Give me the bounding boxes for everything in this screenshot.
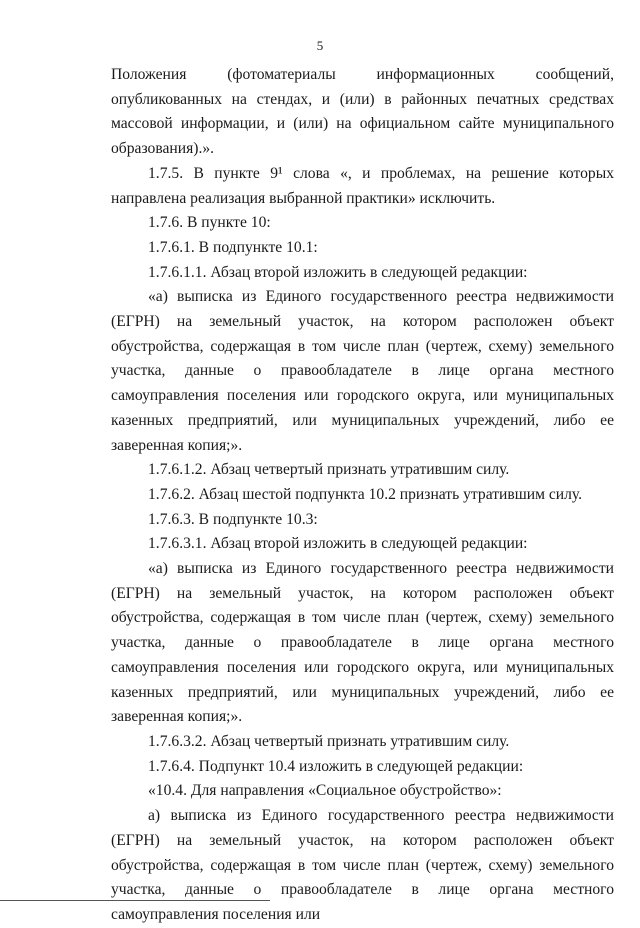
paragraph: 1.7.6.3.2. Абзац четвертый признать утратившим силу.	[148, 732, 510, 750]
paragraph: 1.7.6.1.2. Абзац четвертый признать утратившим силу.	[148, 461, 510, 479]
paragraph: 1.7.6.3. В подпункте 10.3:	[148, 510, 318, 528]
paragraph: 1.7.5. В пункте 9¹ слова «, и проблемах, на решение которых направлена реализация выбранной практики» исключить.	[111, 164, 614, 207]
paragraph: Положения (фотоматериалы информационных сообщений, опубликованных на стендах, и (или) в районных печатных средствах массовой информации, и (или) на официальном сайте муниципального образования).».	[111, 66, 614, 158]
paragraph: 1.7.6. В пункте 10:	[148, 214, 271, 232]
paragraph: «а) выписка из Единого государственного реестра недвижимости (ЕГРН) на земельный участок, на котором расположен объект обустройства, содержащая в том числе план (чертеж, схему) земельного участка, данные о правообладателе в лице органа местного самоуправления поселения или городского округа, или муниципальных казенных предприятий, или муниципальных учреждений, либо ее заверенная копия;».	[111, 288, 614, 454]
paragraph: 1.7.6.1.1. Абзац второй изложить в следующей редакции:	[148, 263, 528, 281]
paragraph: «а) выписка из Единого государственного реестра недвижимости (ЕГРН) на земельный участок, на котором расположен объект обустройства, содержащая в том числе план (чертеж, схему) земельного участка, данные о правообладателе в лице органа местного самоуправления поселения или городского округа, или муниципальных казенных предприятий, или муниципальных учреждений, либо ее заверенная копия;».	[111, 560, 614, 726]
bottom-rule	[0, 900, 270, 901]
paragraph: 1.7.6.3.1. Абзац второй изложить в следующей редакции:	[148, 535, 528, 553]
paragraph: а) выписка из Единого государственного реестра недвижимости (ЕГРН) на земельный участок, на котором расположен объект обустройства, содержащая в том числе план (чертеж, схему) земельного участка, данные о правообладателе в лице органа местного самоуправления поселения или	[111, 807, 614, 923]
document-body	[111, 63, 614, 928]
paragraph: 1.7.6.1. В подпункте 10.1:	[148, 238, 318, 256]
page-number: 5	[316, 38, 324, 53]
paragraph: «10.4. Для направления «Социальное обустройство»:	[148, 782, 502, 800]
paragraph: 1.7.6.4. Подпункт 10.4 изложить в следующей редакции:	[148, 757, 524, 775]
paragraph: 1.7.6.2. Абзац шестой подпункта 10.2 признать утратившим силу.	[148, 485, 583, 503]
